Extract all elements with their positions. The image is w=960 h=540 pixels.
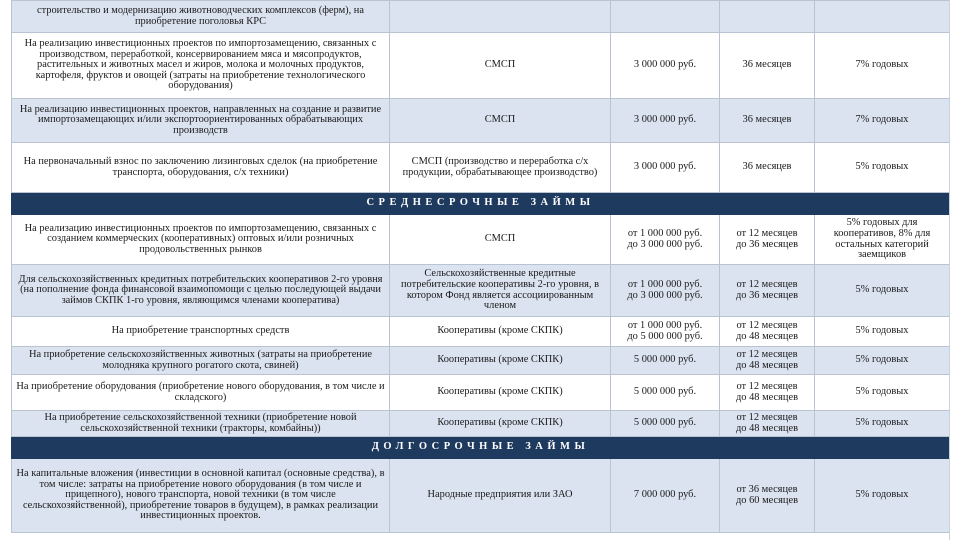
loan-amount: 3 000 000 руб. — [611, 143, 720, 193]
table-row — [12, 99, 950, 143]
interest-rate: 5% годовых для кооперативов, 8% для остальных категорий заемщиков — [815, 215, 950, 265]
loan-term-to: до 60 месяцев — [736, 494, 798, 506]
loan-amount-from: 5 000 000 руб. — [633, 417, 697, 429]
right-border-line — [949, 0, 950, 540]
loan-term-from: от 12 месяцев — [736, 227, 798, 239]
table-row — [12, 459, 950, 533]
loan-amount — [611, 317, 720, 347]
section-header-medium-term — [12, 193, 950, 215]
borrower-category: Кооперативы (кроме СКПК) — [390, 347, 611, 375]
interest-rate: 5% годовых — [815, 143, 950, 193]
loan-term-from: от 12 месяцев — [736, 380, 798, 392]
loan-amount: 3 000 000 руб. — [611, 99, 720, 143]
table-row — [12, 411, 950, 437]
table-row — [12, 347, 950, 375]
loan-term — [720, 317, 815, 347]
loan-purpose: На приобретение транспортных средств — [12, 317, 390, 347]
loan-term-from: от 12 месяцев — [736, 278, 798, 290]
interest-rate: 5% годовых — [815, 347, 950, 375]
loan-amount: 3 000 000 руб. — [611, 33, 720, 99]
loan-amount — [611, 1, 720, 33]
table-row — [12, 215, 950, 265]
table-row — [12, 375, 950, 411]
loan-term — [720, 375, 815, 411]
loan-amount — [611, 411, 720, 437]
loan-purpose: На реализацию инвестиционных проектов по импортозамещению, связанных с производством, переработкой, консервированием мяса и мясопродуктов, растительных и животных масел и жиров, молока и молочных продуктов, картофеля, фруктов и овощей (затраты на приобретение технологического оборудования) — [12, 33, 390, 99]
loan-term — [720, 265, 815, 317]
borrower-category: Кооперативы (кроме СКПК) — [390, 317, 611, 347]
borrower-category: Народные предприятия или ЗАО — [390, 459, 611, 533]
loan-purpose: Для сельскохозяйственных кредитных потребительских кооперативов 2-го уровня (на пополнение фонда финансовой взаимопомощи с целью последующей выдачи займов СКПК 1-го уровня, являющимся членами кооператива) — [12, 265, 390, 317]
loan-amount — [611, 375, 720, 411]
loan-term — [720, 215, 815, 265]
loans-grid — [11, 0, 950, 533]
loan-amount — [611, 459, 720, 533]
loan-term-to: до 36 месяцев — [736, 289, 798, 301]
interest-rate: 5% годовых — [815, 459, 950, 533]
loan-purpose: На капитальные вложения (инвестиции в основной капитал (основные средства), в том числе: затраты на приобретение нового оборудования (в том числе и прицепного), нового транспорта, новой техники (в том числе сельскохозяйственной), приобретение товаров в будущем), в рамках реализации инвестиционных проектов. — [12, 459, 390, 533]
loan-term-from: от 12 месяцев — [736, 348, 798, 360]
loan-term: 36 месяцев — [720, 33, 815, 99]
loan-term: 36 месяцев — [720, 143, 815, 193]
loan-amount-to: до 3 000 000 руб. — [627, 238, 703, 250]
loan-term — [720, 347, 815, 375]
loan-amount-from: 5 000 000 руб. — [633, 386, 697, 398]
section-header-long-term-title: ДОЛГОСРОЧНЫЕ ЗАЙМЫ — [12, 437, 950, 459]
section-header-medium-term-title: СРЕДНЕСРОЧНЫЕ ЗАЙМЫ — [12, 193, 950, 215]
borrower-category: СМСП — [390, 215, 611, 265]
borrower-category: Сельскохозяйственные кредитные потребительские кооперативы 2-го уровня, в котором Фонд является ассоциированным членом — [390, 265, 611, 317]
loan-term-to: до 48 месяцев — [736, 391, 798, 403]
loan-term-from: от 12 месяцев — [736, 411, 798, 423]
loan-purpose: строительство и модернизацию животноводческих комплексов (ферм), на приобретение поголовья КРС — [12, 1, 390, 33]
loan-term-to: до 48 месяцев — [736, 422, 798, 434]
table-row — [12, 143, 950, 193]
loan-purpose: На первоначальный взнос по заключению лизинговых сделок (на приобретение транспорта, оборудования, с/х техники) — [12, 143, 390, 193]
loan-term — [720, 411, 815, 437]
table-row — [12, 1, 950, 33]
loan-amount — [611, 347, 720, 375]
loan-term: 36 месяцев — [720, 99, 815, 143]
borrower-category: СМСП — [390, 33, 611, 99]
loan-term-from: от 12 месяцев — [736, 319, 798, 331]
loan-term-to: до 48 месяцев — [736, 359, 798, 371]
loan-purpose: На приобретение сельскохозяйственных животных (затраты на приобретение молодняка крупного рогатого скота, свиней) — [12, 347, 390, 375]
loan-amount-to: до 5 000 000 руб. — [627, 330, 703, 342]
loan-amount-from: от 1 000 000 руб. — [627, 278, 703, 290]
loan-purpose: На реализацию инвестиционных проектов, направленных на создание и развитие импортозамещающих и/или экспортоориентированных обрабатывающих производств — [12, 99, 390, 143]
loan-term-from: от 36 месяцев — [736, 483, 798, 495]
loan-amount-to: до 3 000 000 руб. — [627, 289, 703, 301]
borrower-category — [390, 1, 611, 33]
interest-rate: 7% годовых — [815, 99, 950, 143]
loan-term — [720, 459, 815, 533]
interest-rate: 5% годовых — [815, 317, 950, 347]
interest-rate: 7% годовых — [815, 33, 950, 99]
loan-term-to: до 48 месяцев — [736, 330, 798, 342]
loan-purpose: На приобретение оборудования (приобретение нового оборудования, в том числе и складского) — [12, 375, 390, 411]
loan-amount — [611, 265, 720, 317]
interest-rate — [815, 1, 950, 33]
table-row — [12, 265, 950, 317]
loan-amount — [611, 215, 720, 265]
loan-amount-from: 5 000 000 руб. — [633, 354, 697, 366]
loan-purpose: На приобретение сельскохозяйственной техники (приобретение новой сельскохозяйственной техники (тракторы, комбайны)) — [12, 411, 390, 437]
interest-rate: 5% годовых — [815, 411, 950, 437]
loan-amount-from: от 1 000 000 руб. — [627, 227, 703, 239]
borrower-category: Кооперативы (кроме СКПК) — [390, 411, 611, 437]
table-row — [12, 33, 950, 99]
borrower-category: Кооперативы (кроме СКПК) — [390, 375, 611, 411]
loan-programs-table — [11, 0, 949, 533]
loan-term-to: до 36 месяцев — [736, 238, 798, 250]
interest-rate: 5% годовых — [815, 265, 950, 317]
loans-body — [12, 1, 950, 533]
borrower-category: СМСП — [390, 99, 611, 143]
section-header-long-term — [12, 437, 950, 459]
loan-amount-from: от 1 000 000 руб. — [627, 319, 703, 331]
loan-term — [720, 1, 815, 33]
interest-rate: 5% годовых — [815, 375, 950, 411]
table-row — [12, 317, 950, 347]
borrower-category: СМСП (производство и переработка с/х продукции, обрабатывающее производство) — [390, 143, 611, 193]
loan-amount-from: 7 000 000 руб. — [633, 489, 697, 501]
loan-purpose: На реализацию инвестиционных проектов по импортозамещению, связанных с созданием коммерческих (кооперативных) оптовых и/или розничных продовольственных рынков — [12, 215, 390, 265]
